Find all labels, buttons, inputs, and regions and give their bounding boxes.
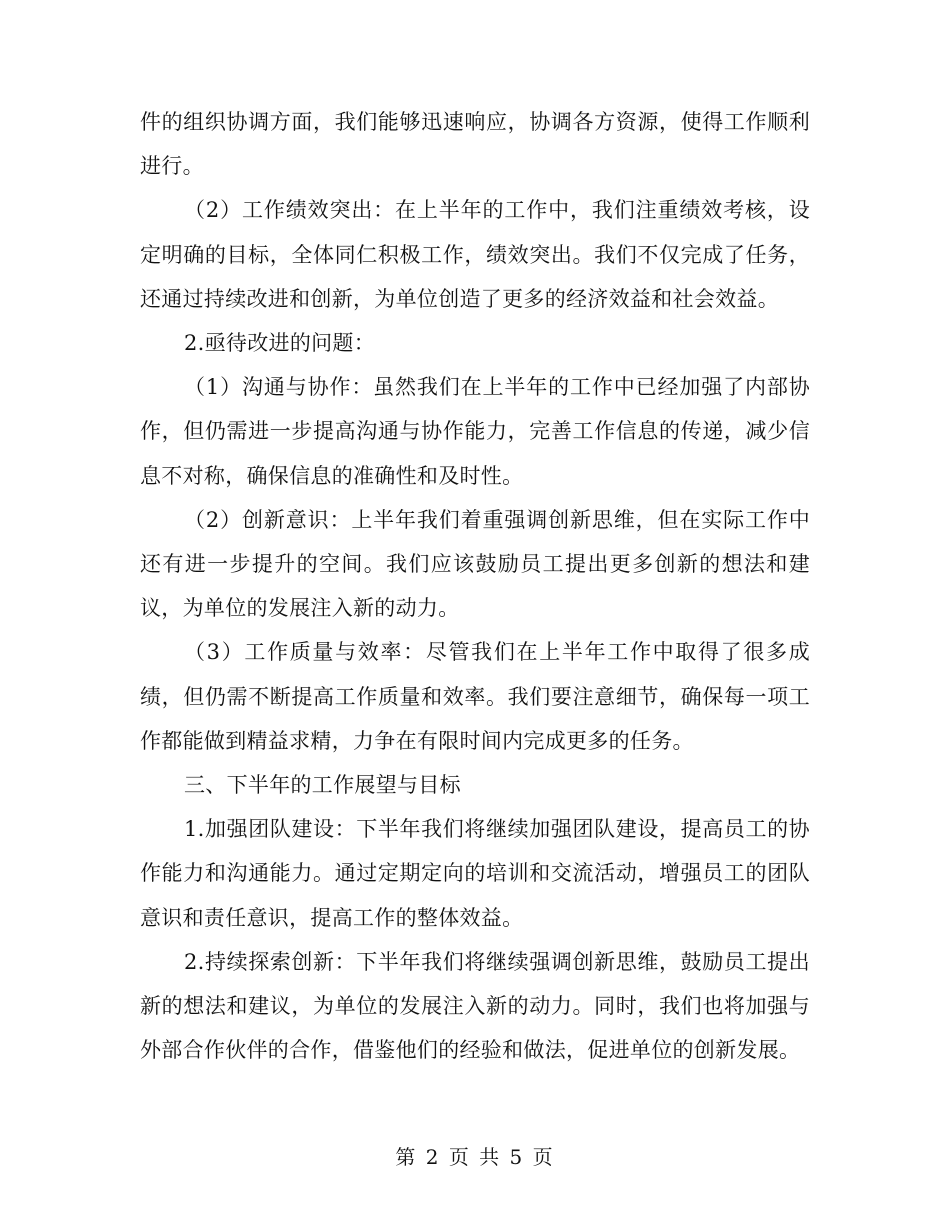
page-number-footer: 第 2 页 共 5 页 bbox=[395, 1145, 555, 1169]
paragraph-work-performance: （2）工作绩效突出：在上半年的工作中，我们注重绩效考核，设定明确的目标，全体同仁积极工作，绩效突出。我们不仅完成了任务，还通过持续改进和创新，为单位创造了更多的经济效益和社会效益。 bbox=[140, 198, 810, 311]
section-heading-outlook: 三、下半年的工作展望与目标 bbox=[184, 773, 461, 798]
document-body bbox=[140, 100, 810, 1072]
paragraph-communication: （1）沟通与协作：虽然我们在上半年的工作中已经加强了内部协作，但仍需进一步提高沟通与协作能力，完善工作信息的传递，减少信息不对称，确保信息的准确性和及时性。 bbox=[140, 375, 810, 488]
paragraph-team-building: 1.加强团队建设：下半年我们将继续加强团队建设，提高员工的协作能力和沟通能力。通过定期定向的培训和交流活动，增强员工的团队意识和责任意识，提高工作的整体效益。 bbox=[140, 817, 810, 930]
paragraph-quality-efficiency: （3）工作质量与效率：尽管我们在上半年工作中取得了很多成绩，但仍需不断提高工作质量和效率。我们要注意细节，确保每一项工作都能做到精益求精，力争在有限时间内完成更多的任务。 bbox=[140, 640, 810, 753]
paragraph-continuous-innovation: 2.持续探索创新：下半年我们将继续强调创新思维，鼓励员工提出新的想法和建议，为单位的发展注入新的动力。同时，我们也将加强与外部合作伙伴的合作，借鉴他们的经验和做法，促进单位的创新发展。 bbox=[140, 949, 810, 1063]
paragraph-continuation: 件的组织协调方面，我们能够迅速响应，协调各方资源，使得工作顺利进行。 bbox=[140, 110, 810, 179]
paragraph-innovation-awareness: （2）创新意识：上半年我们着重强调创新思维，但在实际工作中还有进一步提升的空间。我们应该鼓励员工提出更多创新的想法和建议，为单位的发展注入新的动力。 bbox=[140, 507, 810, 621]
heading-issues-to-improve: 2.亟待改进的问题： bbox=[184, 331, 376, 356]
